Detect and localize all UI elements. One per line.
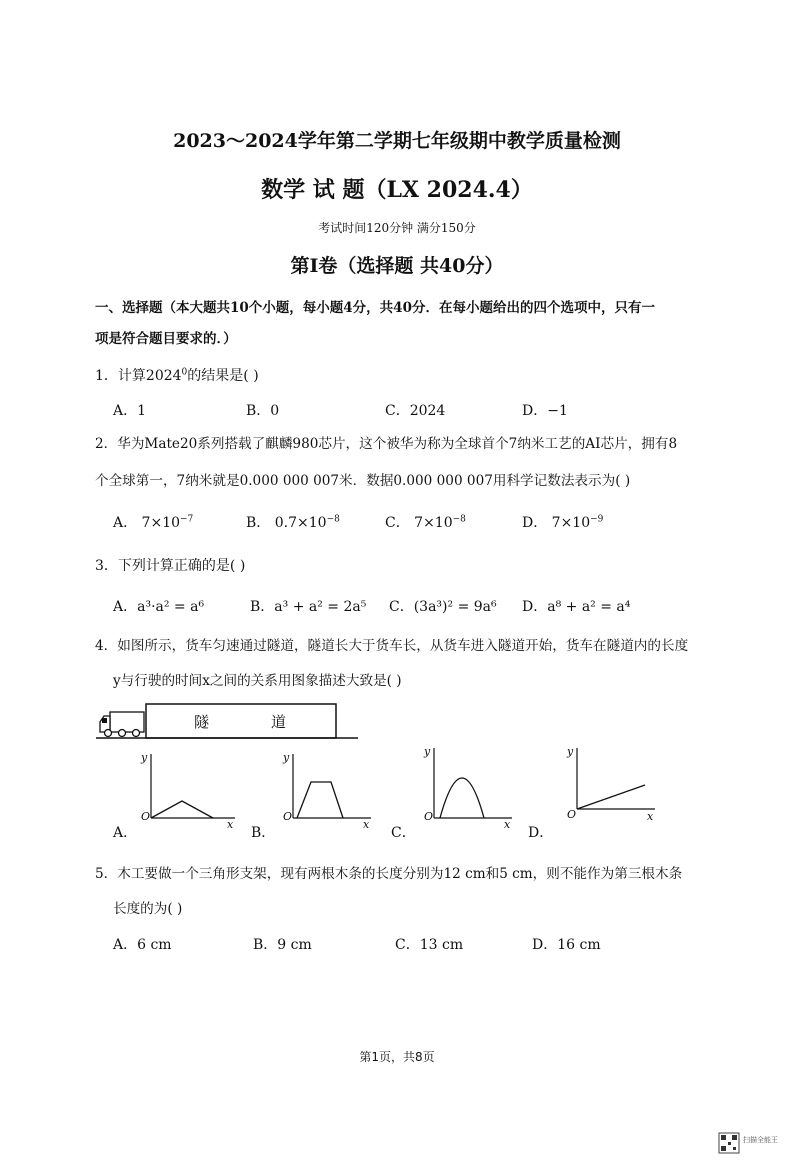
q2-d-exp: −9	[590, 514, 604, 525]
graph-d-origin: O	[567, 808, 577, 821]
q2-c-exp: −8	[452, 514, 466, 525]
graph-c-y-label: y	[424, 745, 431, 758]
q2-b-base: B． 0.7×10	[246, 515, 327, 531]
q1-exponent: 0	[181, 367, 188, 378]
graph-d-curve	[577, 785, 645, 809]
q4-graph-b	[279, 748, 379, 833]
q2-option-c	[385, 512, 466, 532]
q4-option-c-label: C．	[391, 825, 416, 841]
q5-option-a: A．6 cm	[113, 937, 172, 953]
q3-option-d: D．a⁸ + a² = a⁴	[522, 599, 631, 615]
q5-option-d: D．16 cm	[532, 937, 601, 953]
scanner-watermark	[718, 1131, 780, 1155]
q2-a-exp: −7	[180, 514, 194, 525]
instructions-line-1: 一、选择题（本大题共10个小题，每小题4分，共40分．在每小题给出的四个选项中，只有一	[95, 300, 655, 316]
q2-option-b	[246, 512, 340, 532]
graph-b-y-label: y	[283, 751, 290, 764]
q2-a-base: A． 7×10	[113, 515, 181, 531]
q5-option-b: B．9 cm	[253, 937, 312, 953]
q1-option-d: D．−1	[522, 403, 568, 419]
q4-option-a-label: A．	[113, 825, 138, 841]
section-title: 第Ⅰ卷（选择题 共40分）	[290, 255, 504, 277]
q4-graph-d	[563, 742, 663, 827]
subject-title: 数学 试 题（LX 2024.4）	[261, 177, 533, 203]
question-5-line-2: 长度的为( )	[113, 901, 183, 917]
watermark-text: 扫描全能王	[743, 1136, 778, 1144]
exam-info: 考试时间120分钟 满分150分	[318, 221, 476, 235]
q2-d-base: D． 7×10	[522, 515, 591, 531]
q1-post: 的结果是( )	[187, 368, 259, 384]
question-2-line-1: 2．华为Mate20系列搭载了麒麟980芯片，这个被华为称为全球首个7纳米工艺的AI芯片，拥有8	[95, 436, 678, 452]
question-5-line-1: 5．木工要做一个三角形支架，现有两根木条的长度分别为12 cm和5 cm，则不能作为第三根木条	[95, 866, 683, 882]
graph-a-y-label: y	[141, 751, 148, 764]
question-4-line-1: 4．如图所示，货车匀速通过隧道，隧道长大于货车长，从货车进入隧道开始，货车在隧道内的长度	[95, 638, 689, 654]
graph-b-origin: O	[283, 810, 293, 823]
q4-graph-c	[420, 742, 520, 832]
truck-icon	[100, 712, 144, 737]
q4-graph-a	[137, 748, 242, 833]
graph-d-y-label: y	[567, 745, 574, 758]
q2-c-base: C． 7×10	[385, 515, 453, 531]
q2-option-d	[522, 512, 603, 532]
instructions-line-2: 项是符合题目要求的．）	[95, 331, 237, 347]
graph-a-origin: O	[141, 810, 151, 823]
graph-c-origin: O	[424, 810, 434, 823]
q5-option-c: C．13 cm	[395, 937, 464, 953]
q3-option-a: A．a³·a² = a⁶	[113, 599, 205, 615]
exam-title: 2023～2024学年第二学期七年级期中教学质量检测	[173, 130, 621, 152]
q3-option-b: B．a³ + a² = 2a⁵	[250, 599, 367, 615]
qr-code-icon	[718, 1132, 740, 1154]
graph-a-x-label: x	[227, 818, 234, 831]
graph-b-curve	[297, 782, 343, 818]
tunnel-box	[146, 704, 336, 738]
page-footer: 第1页，共8页	[359, 1050, 435, 1064]
q1-option-b: B．0	[246, 403, 280, 419]
question-3-stem: 3．下列计算正确的是( )	[95, 558, 246, 574]
q1-option-a: A．1	[113, 403, 147, 419]
graph-b-x-label: x	[363, 818, 370, 831]
q2-option-a	[113, 512, 193, 532]
q1-option-c: C．2024	[385, 403, 446, 419]
q3-option-c: C．(3a³)² = 9a⁶	[389, 599, 497, 615]
tunnel-diagram	[96, 702, 358, 742]
q1-pre: 1．计算2024	[95, 368, 182, 384]
graph-d-x-label: x	[647, 810, 654, 823]
tunnel-label-1: 隧	[194, 713, 210, 731]
q4-option-b-label: B．	[251, 825, 276, 841]
question-4-line-2: y与行驶的时间x之间的关系用图象描述大致是( )	[113, 673, 402, 689]
graph-c-curve	[440, 778, 484, 818]
question-2-line-2: 个全球第一，7纳米就是0.000 000 007米．数据0.000 000 007用科学记数法表示为( )	[95, 473, 631, 489]
tunnel-label-2: 道	[271, 713, 287, 731]
question-1-stem	[95, 365, 259, 385]
q2-b-exp: −8	[326, 514, 340, 525]
graph-c-x-label: x	[504, 818, 511, 831]
q4-option-d-label: D．	[528, 825, 554, 841]
tunnel-figure	[96, 702, 358, 742]
graph-a-curve	[151, 801, 213, 818]
